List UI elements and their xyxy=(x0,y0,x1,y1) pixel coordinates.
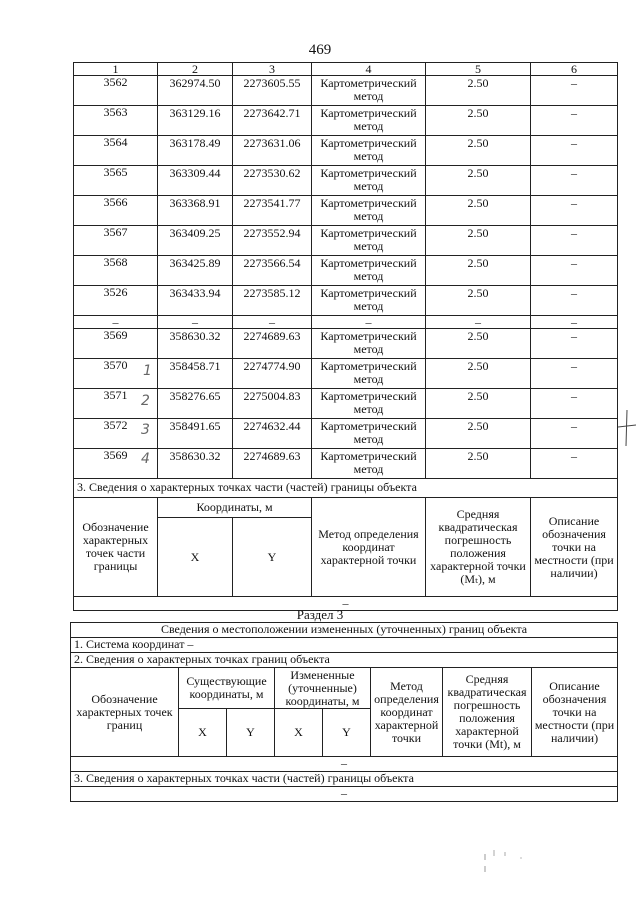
col-x: X xyxy=(158,518,233,597)
coord-y: 2273605.55 xyxy=(233,76,312,106)
col-designation: Обозначение характерных точек границ xyxy=(71,668,179,757)
coord-system-row xyxy=(71,638,618,653)
description: – xyxy=(531,196,618,226)
coord-x: 363433.94 xyxy=(158,286,233,316)
col-existing: Существующие координаты, м xyxy=(179,668,275,709)
col-method: Метод определения координат характерной точки xyxy=(312,498,426,597)
error-value: 2.50 xyxy=(426,286,531,316)
points-header-row xyxy=(71,668,618,709)
margin-cross-mark xyxy=(618,410,636,446)
col-existing-x: X xyxy=(179,709,227,757)
col-changed-x: X xyxy=(275,709,323,757)
description: – xyxy=(531,76,618,106)
point-row xyxy=(74,136,618,166)
point-number: 3569 xyxy=(74,329,158,359)
method: Картометрический метод xyxy=(312,256,426,286)
error-value: 2.50 xyxy=(426,419,531,449)
description: – xyxy=(531,359,618,389)
coord-x: 363409.25 xyxy=(158,226,233,256)
col-method: Метод определения координат характерной точки xyxy=(371,668,443,757)
col-error: Средняя квадратическая погрешность положения характерной точки (Мₜ), м xyxy=(426,498,531,597)
method: Картометрический метод xyxy=(312,329,426,359)
coord-y: 2273530.62 xyxy=(233,166,312,196)
col-changed-y: Y xyxy=(323,709,371,757)
description: – xyxy=(531,419,618,449)
coord-y: 2273541.77 xyxy=(233,196,312,226)
coord-y: 2274689.63 xyxy=(233,329,312,359)
column-number: 5 xyxy=(426,63,531,76)
col-changed: Измененные (уточненные) координаты, м xyxy=(275,668,371,709)
empty-dash: – xyxy=(71,787,618,802)
col-designation: Обозначение характерных точек части границы xyxy=(74,498,158,597)
column-number: 1 xyxy=(74,63,158,76)
point-number: 3565 xyxy=(74,166,158,196)
point-row xyxy=(74,256,618,286)
column-number-row xyxy=(74,63,618,76)
handwritten-mark: 4 xyxy=(141,451,150,467)
error-value: 2.50 xyxy=(426,226,531,256)
error-value: 2.50 xyxy=(426,359,531,389)
separator-cell: – xyxy=(158,316,233,329)
description: – xyxy=(531,286,618,316)
error-value: 2.50 xyxy=(426,196,531,226)
column-number: 3 xyxy=(233,63,312,76)
description: – xyxy=(531,136,618,166)
coord-y: 2275004.83 xyxy=(233,389,312,419)
method: Картометрический метод xyxy=(312,389,426,419)
point-number: 3563 xyxy=(74,106,158,136)
coord-x: 358491.65 xyxy=(158,419,233,449)
separator-cell: – xyxy=(312,316,426,329)
coord-y: 2273631.06 xyxy=(233,136,312,166)
separator-row xyxy=(74,316,618,329)
section3-heading: 3. Сведения о характерных точках части (частей) границы объекта xyxy=(74,479,618,498)
point-number: 3572 xyxy=(74,419,158,449)
error-value: 2.50 xyxy=(426,136,531,166)
point-row xyxy=(74,359,618,389)
point-number: 3568 xyxy=(74,256,158,286)
empty-dash: – xyxy=(74,597,618,611)
method: Картометрический метод xyxy=(312,106,426,136)
point-number: 3571 xyxy=(74,389,158,419)
point-number: 3569 xyxy=(74,449,158,479)
point-row xyxy=(74,286,618,316)
separator-cell: – xyxy=(531,316,618,329)
method: Картометрический метод xyxy=(312,286,426,316)
point-row xyxy=(74,419,618,449)
coord-y: 2273585.12 xyxy=(233,286,312,316)
point-number: 3567 xyxy=(74,226,158,256)
description: – xyxy=(531,449,618,479)
description: – xyxy=(531,329,618,359)
point-number: 3564 xyxy=(74,136,158,166)
empty-dash: – xyxy=(71,757,618,772)
empty-row xyxy=(71,757,618,772)
col-error: Средняя квадратическая погрешность положения характерной точки (Мt), м xyxy=(443,668,532,757)
handwritten-mark: 3 xyxy=(141,422,150,438)
coord-x: 358276.65 xyxy=(158,389,233,419)
points-title-row xyxy=(71,653,618,668)
point-row xyxy=(74,166,618,196)
coord-x: 358630.32 xyxy=(158,329,233,359)
coordinates-table xyxy=(73,62,618,611)
empty-row xyxy=(71,787,618,802)
column-number: 6 xyxy=(531,63,618,76)
point-number: 3566 xyxy=(74,196,158,226)
error-value: 2.50 xyxy=(426,256,531,286)
scan-specks xyxy=(480,840,540,880)
description: – xyxy=(531,166,618,196)
method: Картометрический метод xyxy=(312,359,426,389)
col-existing-y: Y xyxy=(227,709,275,757)
separator-cell: – xyxy=(74,316,158,329)
point-number: 3570 xyxy=(74,359,158,389)
point-row xyxy=(74,449,618,479)
method: Картометрический метод xyxy=(312,419,426,449)
method: Картометрический метод xyxy=(312,166,426,196)
coord-x: 363368.91 xyxy=(158,196,233,226)
error-value: 2.50 xyxy=(426,449,531,479)
point-row xyxy=(74,76,618,106)
table2-title: Сведения о местоположении измененных (уточненных) границ объекта xyxy=(71,623,618,638)
coord-y: 2274632.44 xyxy=(233,419,312,449)
coord-y: 2273552.94 xyxy=(233,226,312,256)
coord-x: 358458.71 xyxy=(158,359,233,389)
page-number: 469 xyxy=(308,42,332,58)
points-title: 2. Сведения о характерных точках границ объекта xyxy=(71,653,618,668)
point-row xyxy=(74,329,618,359)
coord-system: 1. Система координат – xyxy=(71,638,618,653)
error-value: 2.50 xyxy=(426,106,531,136)
coord-x: 358630.32 xyxy=(158,449,233,479)
coord-x: 362974.50 xyxy=(158,76,233,106)
col-desc: Описание обозначения точки на местности (при наличии) xyxy=(531,498,618,597)
coord-y: 2273642.71 xyxy=(233,106,312,136)
point-row xyxy=(74,106,618,136)
error-value: 2.50 xyxy=(426,76,531,106)
description: – xyxy=(531,226,618,256)
point-number: 3526 xyxy=(74,286,158,316)
column-number: 4 xyxy=(312,63,426,76)
point-row xyxy=(74,226,618,256)
method: Картометрический метод xyxy=(312,196,426,226)
section-title: Раздел 3 xyxy=(296,607,344,622)
changed-boundaries-table xyxy=(70,622,618,802)
description: – xyxy=(531,256,618,286)
coord-x: 363129.16 xyxy=(158,106,233,136)
table2-title-row xyxy=(71,623,618,638)
separator-cell: – xyxy=(233,316,312,329)
coord-x: 363425.89 xyxy=(158,256,233,286)
method: Картометрический метод xyxy=(312,76,426,106)
part-title-row xyxy=(71,772,618,787)
coord-x: 363309.44 xyxy=(158,166,233,196)
coord-x: 363178.49 xyxy=(158,136,233,166)
handwritten-mark: 1 xyxy=(143,363,152,379)
part-header-row xyxy=(74,498,618,518)
error-value: 2.50 xyxy=(426,329,531,359)
col-desc: Описание обозначения точки на местности (при наличии) xyxy=(532,668,618,757)
description: – xyxy=(531,389,618,419)
point-row xyxy=(74,196,618,226)
separator-cell: – xyxy=(426,316,531,329)
point-number: 3562 xyxy=(74,76,158,106)
coord-y: 2274689.63 xyxy=(233,449,312,479)
method: Картометрический метод xyxy=(312,226,426,256)
error-value: 2.50 xyxy=(426,166,531,196)
part-title: 3. Сведения о характерных точках части (частей) границы объекта xyxy=(71,772,618,787)
point-row xyxy=(74,389,618,419)
method: Картометрический метод xyxy=(312,136,426,166)
coord-y: 2273566.54 xyxy=(233,256,312,286)
column-number: 2 xyxy=(158,63,233,76)
handwritten-mark: 2 xyxy=(141,393,150,409)
error-value: 2.50 xyxy=(426,389,531,419)
method: Картометрический метод xyxy=(312,449,426,479)
coord-y: 2274774.90 xyxy=(233,359,312,389)
description: – xyxy=(531,106,618,136)
col-y: Y xyxy=(233,518,312,597)
section3-heading-row xyxy=(74,479,618,498)
col-coords: Координаты, м xyxy=(158,498,312,518)
